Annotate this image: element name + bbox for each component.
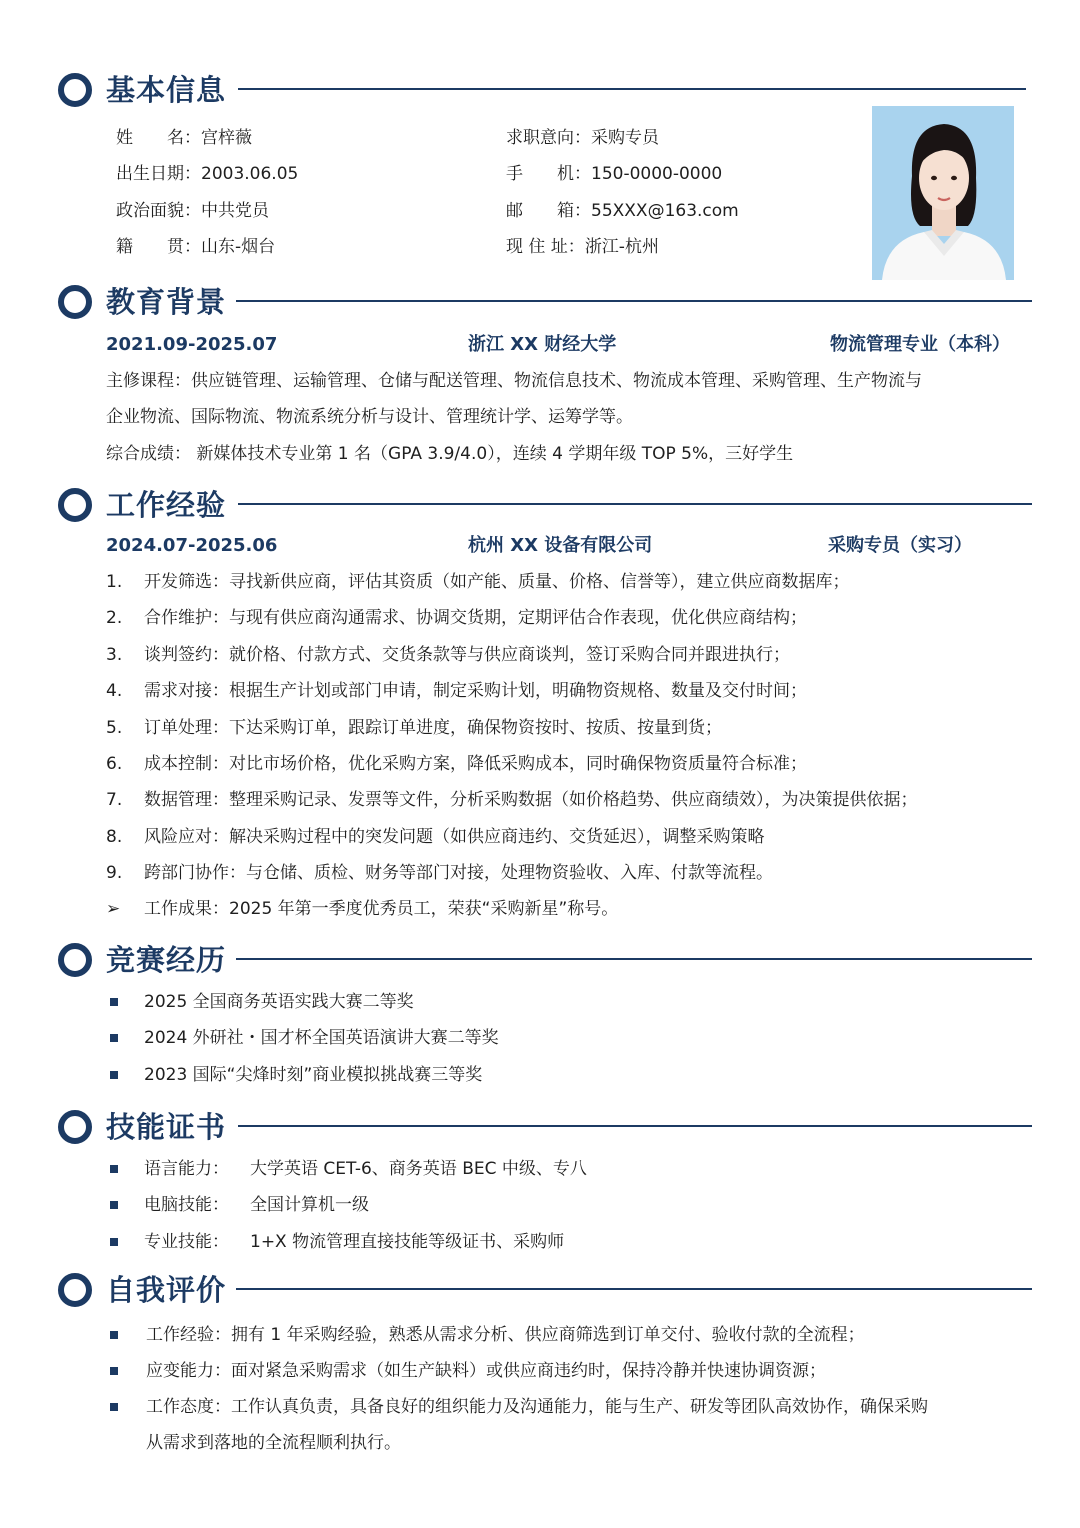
birth-field xyxy=(116,163,298,185)
section-basic-info xyxy=(58,70,1028,110)
work-item-num: 3. xyxy=(106,645,123,665)
section-title: 自我评价 xyxy=(106,1273,227,1307)
skill-label: 专业技能： xyxy=(144,1232,229,1252)
arrow-bullet-icon: ➢ xyxy=(106,899,121,919)
self-item: 应变能力：面对紧急采购需求（如生产缺料）或供应商违约时，保持冷静并快速协调资源； xyxy=(146,1361,826,1381)
field-label: 姓 名： xyxy=(116,128,201,148)
competition-item: 2023 国际“尖烽时刻”商业模拟挑战赛三等奖 xyxy=(144,1065,483,1085)
field-label: 政治面貌： xyxy=(116,201,201,221)
political-field xyxy=(116,200,269,222)
section-self-evaluation xyxy=(58,1270,1034,1310)
portrait-icon xyxy=(872,106,1014,280)
square-bullet-icon xyxy=(110,1034,118,1042)
square-bullet-icon xyxy=(110,1165,118,1173)
square-bullet-icon xyxy=(110,1071,118,1079)
self-item: 工作经验：拥有 1 年采购经验，熟悉从需求分析、供应商筛选到订单交付、验收付款的全流程； xyxy=(146,1325,865,1345)
profile-photo xyxy=(872,106,1014,280)
section-rule xyxy=(238,1125,1032,1127)
work-item: 谈判签约：就价格、付款方式、交货条款等与供应商谈判，签订采购合同并跟进执行； xyxy=(144,645,790,665)
phone-field xyxy=(506,163,722,185)
field-value: 采购专员 xyxy=(591,128,659,148)
section-ring-icon xyxy=(58,1110,92,1144)
section-ring-icon xyxy=(58,943,92,977)
section-rule xyxy=(236,958,1032,960)
section-title: 竞赛经历 xyxy=(106,943,227,977)
section-rule xyxy=(238,88,1026,90)
field-label: 邮 箱： xyxy=(506,201,591,221)
work-item: 数据管理：整理采购记录、发票等文件，分析采购数据（如价格趋势、供应商绩效），为决策提供依据； xyxy=(144,790,918,810)
work-item: 风险应对：解决采购过程中的突发问题（如供应商违约、交货延迟），调整采购策略 xyxy=(144,827,765,847)
edu-courses-line1: 主修课程：供应链管理、运输管理、仓储与配送管理、物流信息技术、物流成本管理、采购管理、生产物流与 xyxy=(106,371,922,391)
square-bullet-icon xyxy=(110,1367,118,1375)
self-item-continuation: 从需求到落地的全流程顺利执行。 xyxy=(146,1433,401,1453)
field-value: 55XXX@163.com xyxy=(591,201,739,221)
section-title: 基本信息 xyxy=(106,73,227,107)
competition-item: 2024 外研社・国才杯全国英语演讲大赛二等奖 xyxy=(144,1028,499,1048)
work-item-num: 5. xyxy=(106,718,123,738)
section-competition xyxy=(58,940,1034,980)
section-ring-icon xyxy=(58,488,92,522)
skill-label: 电脑技能： xyxy=(144,1195,229,1215)
section-title: 技能证书 xyxy=(106,1110,227,1144)
work-period: 2024.07-2025.06 xyxy=(106,535,278,556)
square-bullet-icon xyxy=(110,1331,118,1339)
field-value: 150-0000-0000 xyxy=(591,164,723,184)
edu-score: 综合成绩： 新媒体技术专业第 1 名（GPA 3.9/4.0），连续 4 学期年级 TOP 5%，三好学生 xyxy=(106,444,794,464)
section-skills xyxy=(58,1107,1034,1147)
skill-value: 全国计算机一级 xyxy=(250,1195,369,1215)
square-bullet-icon xyxy=(110,998,118,1006)
work-item-num: 2. xyxy=(106,608,123,628)
work-item: 跨部门协作：与仓储、质检、财务等部门对接，处理物资验收、入库、付款等流程。 xyxy=(144,863,773,883)
name-field xyxy=(116,127,252,149)
work-item-num: 7. xyxy=(106,790,123,810)
work-item-num: 1. xyxy=(106,572,123,592)
work-item-num: 4. xyxy=(106,681,123,701)
field-value: 浙江-杭州 xyxy=(584,237,659,257)
skill-value: 1+X 物流管理直接技能等级证书、采购师 xyxy=(250,1232,565,1252)
section-ring-icon xyxy=(58,1273,92,1307)
field-value: 2003.06.05 xyxy=(201,164,299,184)
field-label: 现 住 址： xyxy=(506,237,585,257)
field-value: 中共党员 xyxy=(201,201,269,221)
edu-period: 2021.09-2025.07 xyxy=(106,334,278,355)
field-label: 手 机： xyxy=(506,164,591,184)
work-result: 工作成果：2025 年第一季度优秀员工，荣获“采购新星”称号。 xyxy=(144,899,619,919)
skill-value: 大学英语 CET-6、商务英语 BEC 中级、专八 xyxy=(250,1159,587,1179)
work-item: 订单处理：下达采购订单，跟踪订单进度，确保物资按时、按质、按量到货； xyxy=(144,718,722,738)
section-education xyxy=(58,282,1034,322)
field-value: 山东-烟台 xyxy=(201,237,276,257)
section-rule xyxy=(238,503,1032,505)
section-rule xyxy=(236,300,1032,302)
self-item: 工作态度：工作认真负责，具备良好的组织能力及沟通能力，能与生产、研发等团队高效协作，确保采购 xyxy=(146,1397,928,1417)
edu-major: 物流管理专业（本科） xyxy=(830,334,1010,355)
section-work xyxy=(58,485,1034,525)
section-title: 工作经验 xyxy=(106,488,227,522)
origin-field xyxy=(116,236,275,258)
work-company: 杭州 XX 设备有限公司 xyxy=(468,535,653,556)
work-item: 需求对接：根据生产计划或部门申请，制定采购计划，明确物资规格、数量及交付时间； xyxy=(144,681,807,701)
competition-item: 2025 全国商务英语实践大赛二等奖 xyxy=(144,992,414,1012)
field-label: 出生日期： xyxy=(116,164,201,184)
intent-field xyxy=(506,127,659,149)
field-value: 宫梓薇 xyxy=(201,128,252,148)
work-item-num: 6. xyxy=(106,754,123,774)
field-label: 求职意向： xyxy=(506,128,591,148)
section-ring-icon xyxy=(58,285,92,319)
square-bullet-icon xyxy=(110,1238,118,1246)
work-item-num: 9. xyxy=(106,863,123,883)
edu-school: 浙江 XX 财经大学 xyxy=(468,334,617,355)
section-title: 教育背景 xyxy=(106,285,227,319)
edu-courses-line2: 企业物流、国际物流、物流系统分析与设计、管理统计学、运筹学等。 xyxy=(106,407,633,427)
work-position: 采购专员（实习） xyxy=(828,535,972,556)
email-field xyxy=(506,200,739,222)
field-label: 籍 贯： xyxy=(116,237,201,257)
square-bullet-icon xyxy=(110,1201,118,1209)
address-field xyxy=(506,236,659,258)
work-item-num: 8. xyxy=(106,827,123,847)
work-item: 成本控制：对比市场价格，优化采购方案，降低采购成本，同时确保物资质量符合标准； xyxy=(144,754,807,774)
work-item: 合作维护：与现有供应商沟通需求、协调交货期，定期评估合作表现，优化供应商结构； xyxy=(144,608,807,628)
section-rule xyxy=(236,1288,1032,1290)
square-bullet-icon xyxy=(110,1403,118,1411)
skill-label: 语言能力： xyxy=(144,1159,229,1179)
work-item: 开发筛选：寻找新供应商，评估其资质（如产能、质量、价格、信誉等），建立供应商数据库； xyxy=(144,572,850,592)
section-ring-icon xyxy=(58,73,92,107)
